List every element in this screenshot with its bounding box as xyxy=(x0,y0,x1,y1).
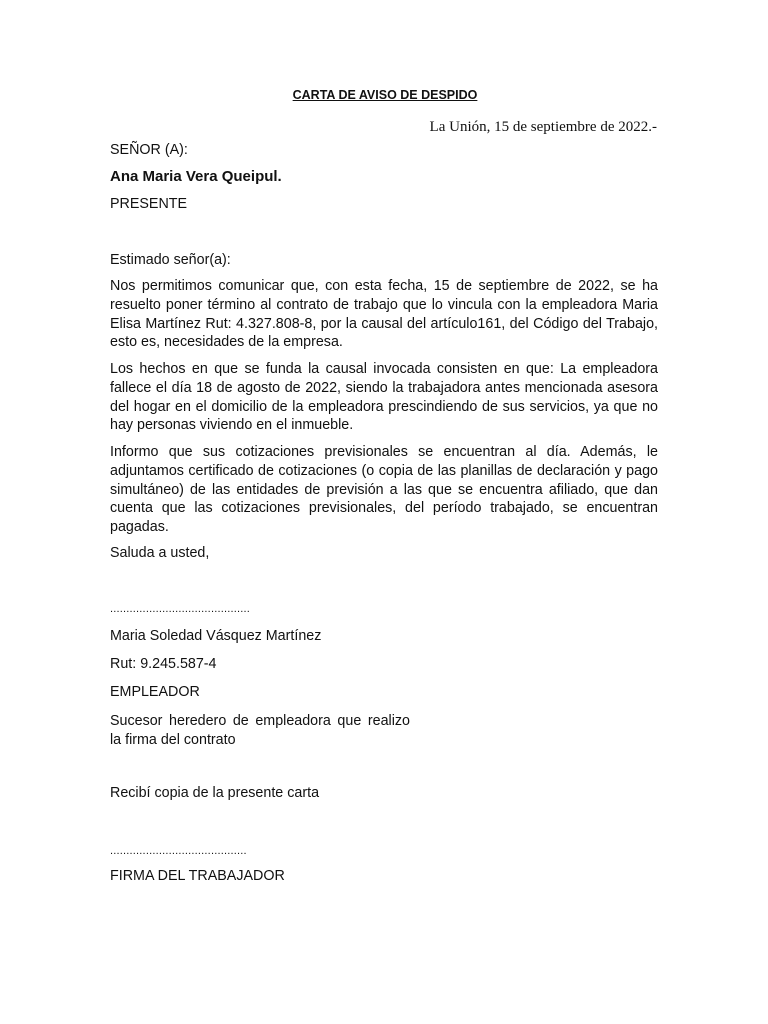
signer-role: EMPLEADOR xyxy=(110,684,200,700)
document-title: CARTA DE AVISO DE DESPIDO xyxy=(292,88,478,102)
receipt-text: Recibí copia de la presente carta xyxy=(110,785,320,801)
closing-salutation: Saluda a usted, xyxy=(110,545,210,561)
addressee-label: SEÑOR (A): xyxy=(110,142,188,158)
date-line: La Unión, 15 de septiembre de 2022.- xyxy=(429,119,657,135)
signature-line: ........................................... xyxy=(110,603,251,615)
presente-label: PRESENTE xyxy=(110,196,188,212)
signer-name: Maria Soledad Vásquez Martínez xyxy=(110,628,322,644)
paragraph-facts: Los hechos en que se funda la causal invocada consisten en que: La empleadora fallece el día 18 de agosto de 2022, siendo la trabajadora antes mencionada asesora del hogar en el domicilio de la empleadora prescindiendo de sus servicios, ya que no hay personas viviendo en el inmueble. xyxy=(110,361,658,434)
greeting: Estimado señor(a): xyxy=(110,252,231,268)
worker-signature-label: FIRMA DEL TRABAJADOR xyxy=(110,868,285,884)
signer-rut: Rut: 9.245.587-4 xyxy=(110,656,217,672)
paragraph-contributions: Informo que sus cotizaciones previsionales se encuentran al día. Además, le adjuntamos certificado de cotizaciones (o copia de las planillas de declaración y pago simultáneo) de las entidades de previsión a las que se encuentra afiliado, que dan cuenta que las cotizaciones previsionales, del período trabajado, se encuentran pagadas. xyxy=(110,444,658,536)
paragraph-notice: Nos permitimos comunicar que, con esta fecha, 15 de septiembre de 2022, se ha resuelto poner término al contrato de trabajo que lo vincula con la empleadora Maria Elisa Martínez Rut: 4.327.808-8, por la causal del artículo161, del Código del Trabajo, esto es, necesidades de la empresa. xyxy=(110,278,658,351)
signer-note: Sucesor heredero de empleadora que realizo la firma del contrato xyxy=(110,713,410,748)
addressee-name: Ana Maria Vera Queipul. xyxy=(110,168,282,185)
worker-signature-line: .......................................... xyxy=(110,845,247,857)
